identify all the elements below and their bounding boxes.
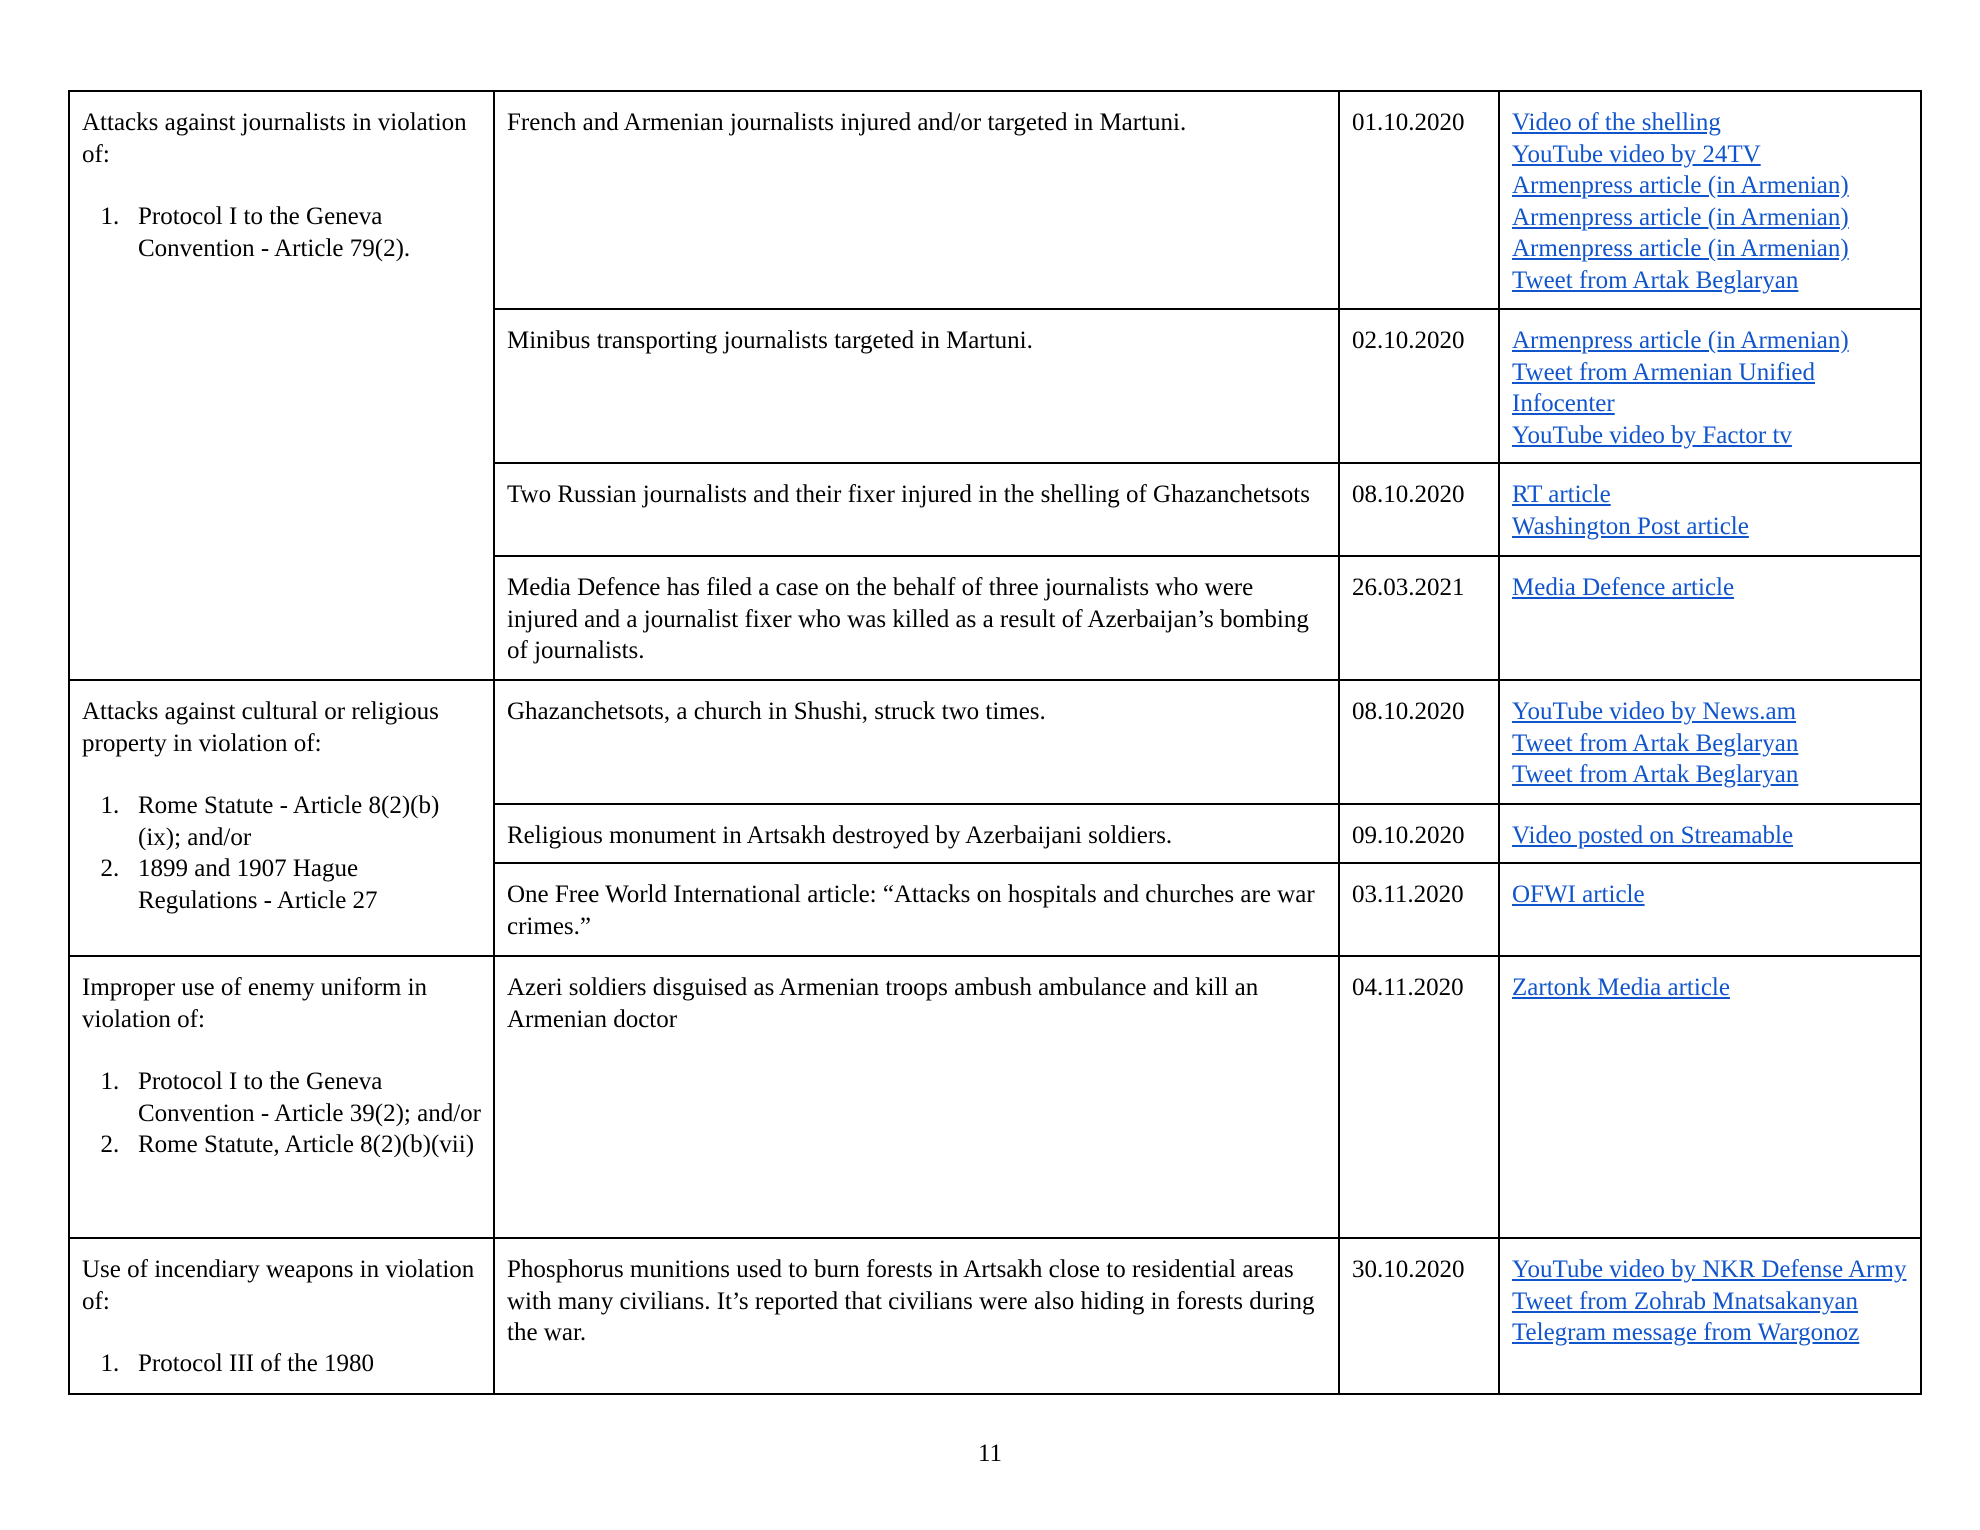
source-link[interactable]: YouTube video by News.am (1512, 698, 1797, 725)
source-links-cell (1499, 309, 1921, 463)
source-link[interactable]: Tweet from Zohrab Mnatsakanyan (1512, 1287, 1859, 1315)
source-link[interactable]: Armenpress article (in Armenian) (1512, 203, 1849, 231)
category-title: Attacks against journalists in violation of: (82, 109, 467, 168)
violation-item: 1. Protocol I to the Geneva Convention - Article 79(2). (138, 201, 481, 264)
source-link[interactable]: Armenpress article (in Armenian) (1512, 327, 1849, 354)
source-links-cell (1499, 956, 1921, 1238)
incident-date: 02.10.2020 (1339, 309, 1499, 463)
violation-item: 1. Protocol III of the 1980 (138, 1348, 481, 1380)
source-links-cell (1499, 863, 1921, 956)
source-link[interactable]: Tweet from Artak Beglaryan (1512, 729, 1799, 757)
incident-date: 30.10.2020 (1339, 1238, 1499, 1394)
incident-date: 08.10.2020 (1339, 463, 1499, 556)
incident-description: Media Defence has filed a case on the behalf of three journalists who were injured and a journalist fixer who was killed as a result of Azerbaijan’s bombing of journalists. (494, 556, 1339, 680)
incident-date: 03.11.2020 (1339, 863, 1499, 956)
source-links-cell (1499, 680, 1921, 804)
violations-list (82, 201, 481, 264)
violation-item: 1. Protocol I to the Geneva Convention - Article 39(2); and/or (138, 1066, 481, 1129)
category-cell (69, 680, 494, 956)
incident-description: Minibus transporting journalists targeted in Martuni. (494, 309, 1339, 463)
source-link[interactable]: RT article (1512, 481, 1611, 508)
source-links-cell (1499, 556, 1921, 680)
war-crimes-table (68, 90, 1922, 1395)
source-link[interactable]: YouTube video by Factor tv (1512, 421, 1792, 449)
incident-description: French and Armenian journalists injured and/or targeted in Martuni. (494, 91, 1339, 309)
category-title: Attacks against cultural or religious property in violation of: (82, 698, 439, 757)
table-row (69, 956, 1921, 1238)
source-link[interactable]: Tweet from Armenian Unified Infocenter (1512, 358, 1816, 417)
source-link[interactable]: Media Defence article (1512, 574, 1735, 601)
incident-description: Ghazanchetsots, a church in Shushi, struck two times. (494, 680, 1339, 804)
category-title: Improper use of enemy uniform in violation of: (82, 974, 428, 1033)
incident-date: 04.11.2020 (1339, 956, 1499, 1238)
source-links-cell (1499, 463, 1921, 556)
source-link[interactable]: Washington Post article (1512, 512, 1749, 540)
incident-date: 01.10.2020 (1339, 91, 1499, 309)
source-link[interactable]: Zartonk Media article (1512, 974, 1730, 1001)
source-link[interactable]: Video posted on Streamable (1512, 822, 1794, 849)
incident-date: 09.10.2020 (1339, 804, 1499, 863)
source-link[interactable]: YouTube video by NKR Defense Army (1512, 1256, 1907, 1283)
violation-item: 2. 1899 and 1907 Hague Regulations - Article 27 (138, 853, 481, 916)
page-number: 11 (977, 1440, 1003, 1467)
source-link[interactable]: Armenpress article (in Armenian) (1512, 235, 1849, 262)
incident-date: 26.03.2021 (1339, 556, 1499, 680)
incident-date: 08.10.2020 (1339, 680, 1499, 804)
source-links-cell (1499, 1238, 1921, 1394)
incident-description: Two Russian journalists and their fixer injured in the shelling of Ghazanchetsots (494, 463, 1339, 556)
violations-list (82, 1066, 481, 1161)
source-link[interactable]: Armenpress article (in Armenian) (1512, 172, 1849, 199)
source-link[interactable]: Tweet from Artak Beglaryan (1512, 761, 1799, 788)
incident-description: Religious monument in Artsakh destroyed by Azerbaijani soldiers. (494, 804, 1339, 863)
category-cell (69, 1238, 494, 1394)
violations-list (82, 790, 481, 916)
violation-item: 1. Rome Statute - Article 8(2)(b)(ix); and/or (138, 790, 481, 853)
table-row (69, 1238, 1921, 1394)
source-link[interactable]: YouTube video by 24TV (1512, 140, 1761, 168)
table-row (69, 91, 1921, 309)
source-links-cell (1499, 91, 1921, 309)
source-link[interactable]: Video of the shelling (1512, 109, 1721, 136)
source-link[interactable]: Tweet from Artak Beglaryan (1512, 266, 1799, 294)
category-title: Use of incendiary weapons in violation of: (82, 1256, 475, 1315)
violations-list (82, 1348, 481, 1380)
violation-item: 2. Rome Statute, Article 8(2)(b)(vii) (138, 1129, 481, 1161)
incident-description: Phosphorus munitions used to burn forests in Artsakh close to residential areas with many civilians. It’s reported that civilians were also hiding in forests during the war. (494, 1238, 1339, 1394)
category-cell (69, 91, 494, 680)
source-links-cell (1499, 804, 1921, 863)
table-row (69, 680, 1921, 804)
category-cell (69, 956, 494, 1238)
incident-description: Azeri soldiers disguised as Armenian troops ambush ambulance and kill an Armenian doctor (494, 956, 1339, 1238)
incident-description: One Free World International article: “Attacks on hospitals and churches are war crimes.” (494, 863, 1339, 956)
source-link[interactable]: OFWI article (1512, 881, 1645, 908)
source-link[interactable]: Telegram message from Wargonoz (1512, 1319, 1860, 1346)
